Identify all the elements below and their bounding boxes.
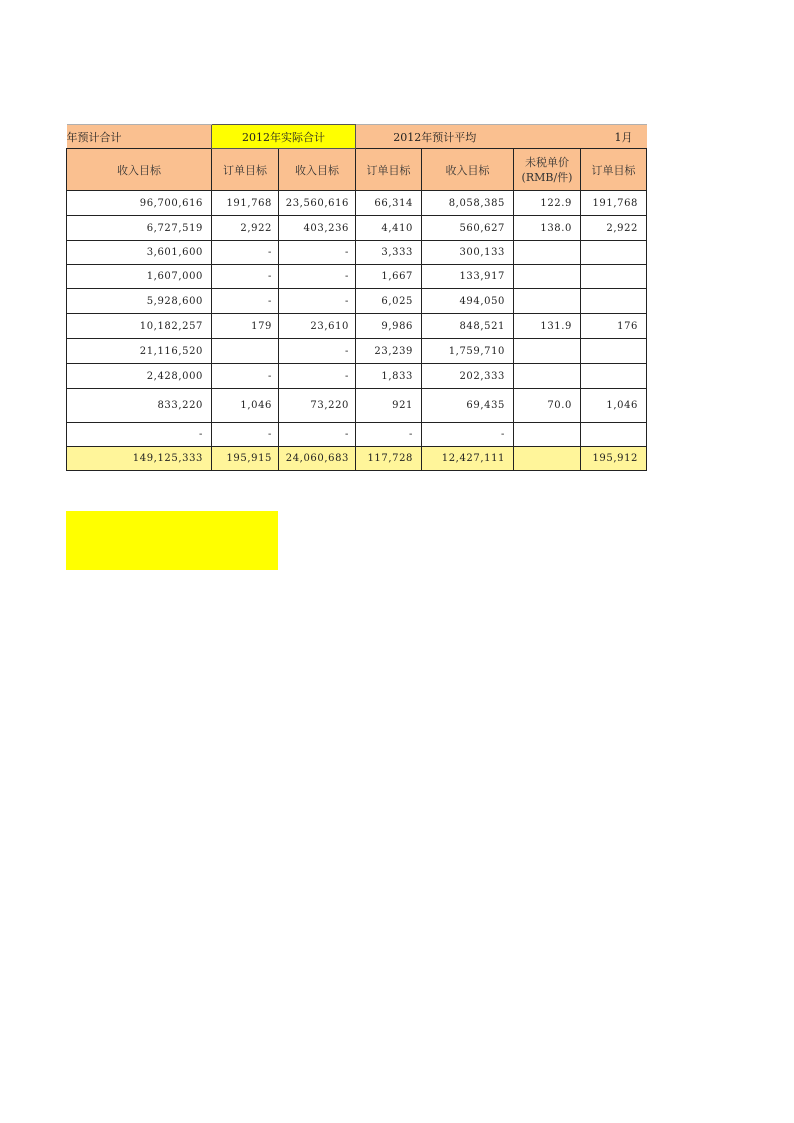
table-cell[interactable]: 191,768 xyxy=(212,191,279,216)
table-cell[interactable] xyxy=(212,339,279,364)
table-cell[interactable]: 1,833 xyxy=(356,364,422,389)
table-row xyxy=(67,314,647,339)
table-cell[interactable]: - xyxy=(279,364,356,389)
data-table xyxy=(66,124,647,471)
table-cell[interactable]: - xyxy=(212,423,279,447)
table-cell[interactable]: 1,046 xyxy=(581,389,647,423)
table-cell[interactable]: 191,768 xyxy=(581,191,647,216)
table-cell[interactable]: - xyxy=(279,265,356,289)
table-cell[interactable]: 1,046 xyxy=(212,389,279,423)
table-cell[interactable]: - xyxy=(356,423,422,447)
table-cell[interactable] xyxy=(581,241,647,265)
table-cell[interactable]: 176 xyxy=(581,314,647,339)
table-cell[interactable] xyxy=(514,339,581,364)
header-unit-price-line2: (RMB/件) xyxy=(521,170,573,184)
table-row xyxy=(67,241,647,265)
table-cell[interactable]: - xyxy=(422,423,514,447)
table-cell[interactable]: 1,759,710 xyxy=(422,339,514,364)
table-cell[interactable]: 2,428,000 xyxy=(67,364,212,389)
table-cell[interactable]: 131.9 xyxy=(514,314,581,339)
table-cell[interactable]: 66,314 xyxy=(356,191,422,216)
header-order-target[interactable]: 订单目标 xyxy=(581,149,647,191)
table-cell[interactable]: 6,727,519 xyxy=(67,216,212,241)
header-annual-forecast-total[interactable]: 年预计合计 xyxy=(67,125,212,149)
table-cell[interactable]: 69,435 xyxy=(422,389,514,423)
header-order-target[interactable]: 订单目标 xyxy=(356,149,422,191)
table-cell[interactable]: 3,333 xyxy=(356,241,422,265)
total-cell[interactable]: 195,912 xyxy=(581,447,647,471)
header-2012-forecast-average[interactable]: 2012年预计平均 xyxy=(356,125,514,149)
table-cell[interactable]: 4,410 xyxy=(356,216,422,241)
table-cell[interactable] xyxy=(514,289,581,314)
table-cell[interactable]: - xyxy=(279,423,356,447)
table-cell[interactable] xyxy=(581,423,647,447)
table-cell[interactable]: 133,917 xyxy=(422,265,514,289)
table-cell[interactable] xyxy=(581,364,647,389)
table-cell[interactable]: 300,133 xyxy=(422,241,514,265)
table-cell[interactable] xyxy=(514,364,581,389)
highlighted-cell-block[interactable] xyxy=(66,511,278,570)
table-cell[interactable] xyxy=(581,339,647,364)
header-row-2 xyxy=(67,149,647,191)
table-row xyxy=(67,339,647,364)
table-row xyxy=(67,364,647,389)
total-cell[interactable]: 195,915 xyxy=(212,447,279,471)
table-cell[interactable] xyxy=(514,423,581,447)
table-row xyxy=(67,389,647,423)
table-cell[interactable] xyxy=(514,265,581,289)
table-cell[interactable]: - xyxy=(212,265,279,289)
table-cell[interactable]: 23,239 xyxy=(356,339,422,364)
spreadsheet xyxy=(66,124,647,471)
table-cell[interactable]: 179 xyxy=(212,314,279,339)
table-cell[interactable]: 2,922 xyxy=(581,216,647,241)
table-cell[interactable]: - xyxy=(212,289,279,314)
table-cell[interactable]: - xyxy=(67,423,212,447)
header-unit-price[interactable] xyxy=(514,149,581,191)
table-cell[interactable]: 560,627 xyxy=(422,216,514,241)
header-revenue-target[interactable]: 收入目标 xyxy=(67,149,212,191)
table-cell[interactable]: 1,667 xyxy=(356,265,422,289)
table-row xyxy=(67,191,647,216)
table-row xyxy=(67,423,647,447)
header-revenue-target[interactable]: 收入目标 xyxy=(422,149,514,191)
table-cell[interactable]: 921 xyxy=(356,389,422,423)
table-cell[interactable]: 23,560,616 xyxy=(279,191,356,216)
table-cell[interactable]: 2,922 xyxy=(212,216,279,241)
table-cell[interactable] xyxy=(581,289,647,314)
table-cell[interactable]: 1,607,000 xyxy=(67,265,212,289)
header-revenue-target[interactable]: 收入目标 xyxy=(279,149,356,191)
total-cell[interactable]: 117,728 xyxy=(356,447,422,471)
table-cell[interactable]: 3,601,600 xyxy=(67,241,212,265)
table-cell[interactable]: 23,610 xyxy=(279,314,356,339)
table-cell[interactable] xyxy=(514,241,581,265)
table-cell[interactable]: 138.0 xyxy=(514,216,581,241)
table-cell[interactable] xyxy=(581,265,647,289)
table-cell[interactable]: - xyxy=(212,241,279,265)
total-row xyxy=(67,447,647,471)
total-cell[interactable] xyxy=(514,447,581,471)
table-cell[interactable]: 6,025 xyxy=(356,289,422,314)
header-row-1 xyxy=(67,125,647,149)
table-cell[interactable]: 10,182,257 xyxy=(67,314,212,339)
total-cell[interactable]: 149,125,333 xyxy=(67,447,212,471)
table-cell[interactable]: - xyxy=(279,339,356,364)
table-cell[interactable]: 202,333 xyxy=(422,364,514,389)
header-2012-actual-total[interactable]: 2012年实际合计 xyxy=(212,125,356,149)
table-cell[interactable]: 21,116,520 xyxy=(67,339,212,364)
total-cell[interactable]: 24,060,683 xyxy=(279,447,356,471)
header-order-target[interactable]: 订单目标 xyxy=(212,149,279,191)
table-cell[interactable]: 848,521 xyxy=(422,314,514,339)
table-cell[interactable]: 5,928,600 xyxy=(67,289,212,314)
table-cell[interactable]: 70.0 xyxy=(514,389,581,423)
header-unit-price-line1: 未税单价 xyxy=(525,155,569,169)
table-cell[interactable]: 8,058,385 xyxy=(422,191,514,216)
total-cell[interactable]: 12,427,111 xyxy=(422,447,514,471)
table-cell[interactable]: 9,986 xyxy=(356,314,422,339)
table-cell[interactable]: 96,700,616 xyxy=(67,191,212,216)
table-cell[interactable]: - xyxy=(279,241,356,265)
table-row xyxy=(67,265,647,289)
table-cell[interactable]: - xyxy=(212,364,279,389)
table-cell[interactable]: - xyxy=(279,289,356,314)
table-cell[interactable]: 122.9 xyxy=(514,191,581,216)
table-cell[interactable]: 403,236 xyxy=(279,216,356,241)
table-cell[interactable]: 494,050 xyxy=(422,289,514,314)
header-january[interactable]: 1月 xyxy=(514,125,647,149)
table-cell[interactable]: 73,220 xyxy=(279,389,356,423)
table-row xyxy=(67,289,647,314)
table-cell[interactable]: 833,220 xyxy=(67,389,212,423)
table-row xyxy=(67,216,647,241)
